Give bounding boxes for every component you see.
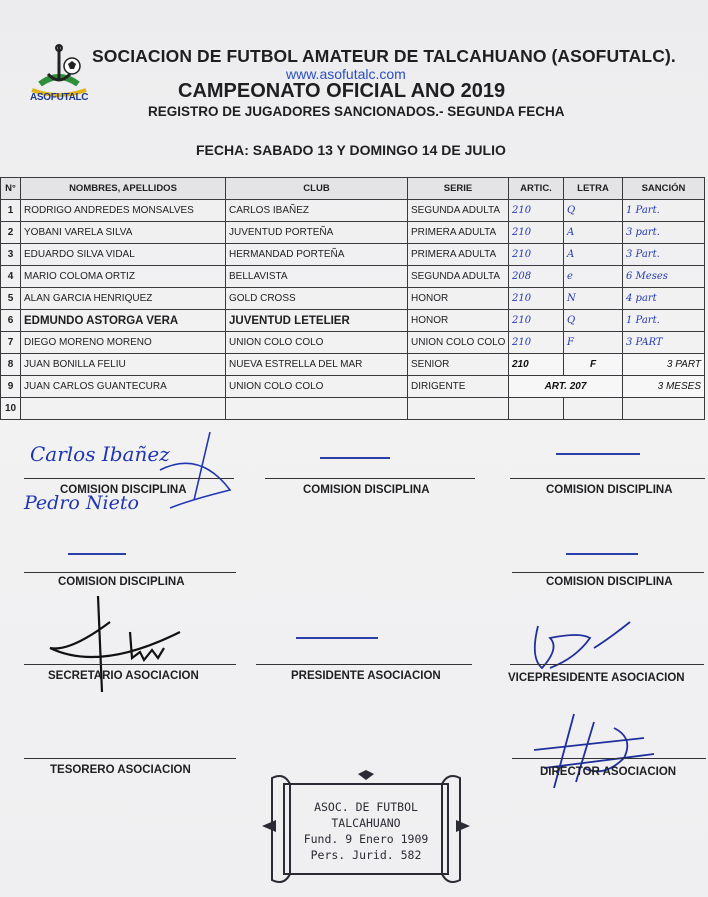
club-name: JUVENTUD PORTEÑA — [226, 222, 408, 244]
commission-label: COMISION DISCIPLINA — [58, 576, 185, 588]
club-name: NUEVA ESTRELLA DEL MAR — [226, 354, 408, 376]
handwritten-signature-name: Pedro Nieto — [24, 492, 139, 514]
player-name: MARIO COLOMA ORTIZ — [21, 266, 226, 288]
signature-line — [510, 664, 704, 665]
secretary-signature-icon — [40, 592, 230, 712]
signature-line — [510, 478, 705, 479]
article: 210 — [509, 310, 564, 332]
letter: F — [564, 332, 623, 354]
table-row — [1, 222, 705, 244]
letter: N — [564, 288, 623, 310]
sanction — [623, 398, 705, 420]
column-header: SERIE — [408, 178, 509, 200]
handwritten-signature-name: Carlos Ibañez — [30, 442, 170, 466]
signature-line — [512, 758, 706, 759]
serie: UNION COLO COLO — [408, 332, 509, 354]
letter: Q — [564, 200, 623, 222]
club-name: UNION COLO COLO — [226, 376, 408, 398]
player-name: YOBANI VARELA SILVA — [21, 222, 226, 244]
serie: HONOR — [408, 288, 509, 310]
director-signature-icon — [524, 708, 664, 798]
table-row — [1, 200, 705, 222]
serie — [408, 398, 509, 420]
row-number: 1 — [1, 200, 21, 222]
column-header: LETRA — [564, 178, 623, 200]
table-header-row — [1, 178, 705, 200]
column-header: CLUB — [226, 178, 408, 200]
player-name: RODRIGO ANDREDES MONSALVES — [21, 200, 226, 222]
serie: PRIMERA ADULTA — [408, 222, 509, 244]
player-name: JUAN CARLOS GUANTECURA — [21, 376, 226, 398]
table-row — [1, 398, 705, 420]
article: ART. 207 — [509, 376, 623, 398]
association-stamp — [262, 770, 470, 888]
signature-line — [265, 478, 475, 479]
sanction: 3 Part. — [623, 244, 705, 266]
row-number: 8 — [1, 354, 21, 376]
table-row — [1, 244, 705, 266]
club-name: HERMANDAD PORTEÑA — [226, 244, 408, 266]
director-label: DIRECTOR ASOCIACION — [540, 766, 677, 778]
letter: e — [564, 266, 623, 288]
column-header: NOMBRES, APELLIDOS — [21, 178, 226, 200]
letter — [564, 398, 623, 420]
club-name: BELLAVISTA — [226, 266, 408, 288]
row-number: 4 — [1, 266, 21, 288]
sanction: 3 part. — [623, 222, 705, 244]
article: 210 — [509, 288, 564, 310]
organization-name: SOCIACION DE FUTBOL AMATEUR DE TALCAHUANO (ASOFUTALC). — [92, 46, 676, 66]
signature-line — [24, 664, 236, 665]
signature-line — [256, 664, 472, 665]
stamp-line: Fund. 9 Enero 1909 — [303, 832, 429, 846]
row-number: 9 — [1, 376, 21, 398]
column-header: N° — [1, 178, 21, 200]
article: 210 — [509, 354, 564, 376]
website-link[interactable]: www.asofutalc.com — [286, 66, 406, 82]
table-row — [1, 310, 705, 332]
letter: F — [564, 354, 623, 376]
table-row — [1, 288, 705, 310]
commission-label: COMISION DISCIPLINA — [546, 576, 673, 588]
player-name: DIEGO MORENO MORENO — [21, 332, 226, 354]
signature-line — [24, 572, 236, 573]
player-name: JUAN BONILLA FELIU — [21, 354, 226, 376]
signature-line — [24, 478, 234, 479]
club-name: UNION COLO COLO — [226, 332, 408, 354]
signature-line — [296, 637, 378, 639]
sanction: 6 Meses — [623, 266, 705, 288]
player-name: EDMUNDO ASTORGA VERA — [21, 310, 226, 332]
table-row — [1, 354, 705, 376]
table-row — [1, 332, 705, 354]
stamp-line: Pers. Jurid. 582 — [310, 848, 422, 862]
sanction: 3 PART — [623, 354, 705, 376]
sanction: 1 Part. — [623, 310, 705, 332]
signature-line — [512, 572, 704, 573]
sanctions-table — [0, 177, 705, 420]
stamp-line: ASOC. DE FUTBOL — [314, 800, 418, 814]
player-name: EDUARDO SILVA VIDAL — [21, 244, 226, 266]
club-name: CARLOS IBAÑEZ — [226, 200, 408, 222]
column-header: SANCIÓN — [623, 178, 705, 200]
club-name — [226, 398, 408, 420]
signature-line — [24, 758, 236, 759]
letter: A — [564, 244, 623, 266]
date-line: FECHA: SABADO 13 Y DOMINGO 14 DE JULIO — [196, 142, 506, 158]
player-name — [21, 398, 226, 420]
row-number: 2 — [1, 222, 21, 244]
serie: SEGUNDA ADULTA — [408, 200, 509, 222]
article: 208 — [509, 266, 564, 288]
row-number: 7 — [1, 332, 21, 354]
row-number: 6 — [1, 310, 21, 332]
president-label: PRESIDENTE ASOCIACION — [291, 670, 441, 682]
table-row — [1, 376, 705, 398]
secretary-label: SECRETARIO ASOCIACION — [48, 670, 199, 682]
logo-text: ASOFUTALC — [30, 92, 89, 103]
club-name: GOLD CROSS — [226, 288, 408, 310]
sanction: 3 PART — [623, 332, 705, 354]
serie: DIRIGENTE — [408, 376, 509, 398]
row-number: 10 — [1, 398, 21, 420]
article: 210 — [509, 200, 564, 222]
player-name: ALAN GARCIA HENRIQUEZ — [21, 288, 226, 310]
document-title: CAMPEONATO OFICIAL ANO 2019 — [178, 80, 506, 102]
letter: A — [564, 222, 623, 244]
serie: SEGUNDA ADULTA — [408, 266, 509, 288]
article: 210 — [509, 222, 564, 244]
treasurer-label: TESORERO ASOCIACION — [50, 764, 191, 776]
commission-label: COMISION DISCIPLINA — [546, 484, 673, 496]
vicepresident-label: VICEPRESIDENTE ASOCIACION — [508, 672, 685, 684]
table-row — [1, 266, 705, 288]
article — [509, 398, 564, 420]
signature-line — [556, 453, 640, 455]
club-name: JUVENTUD LETELIER — [226, 310, 408, 332]
signature-line — [320, 457, 390, 459]
sanction: 1 Part. — [623, 200, 705, 222]
letter: Q — [564, 310, 623, 332]
serie: SENIOR — [408, 354, 509, 376]
serie: HONOR — [408, 310, 509, 332]
sanction: 3 MESES — [623, 376, 705, 398]
article: 210 — [509, 332, 564, 354]
commission-label: COMISION DISCIPLINA — [303, 484, 430, 496]
signature-line — [566, 553, 638, 555]
serie: PRIMERA ADULTA — [408, 244, 509, 266]
row-number: 3 — [1, 244, 21, 266]
signature-scribble-icon — [150, 430, 240, 520]
document-subtitle: REGISTRO DE JUGADORES SANCIONADOS.- SEGUNDA FECHA — [148, 104, 565, 119]
stamp-line: TALCAHUANO — [331, 816, 401, 830]
commission-label: COMISION DISCIPLINA — [60, 484, 187, 496]
column-header: ARTIC. — [509, 178, 564, 200]
row-number: 5 — [1, 288, 21, 310]
article: 210 — [509, 244, 564, 266]
signature-line — [68, 553, 126, 555]
sanction: 4 part — [623, 288, 705, 310]
